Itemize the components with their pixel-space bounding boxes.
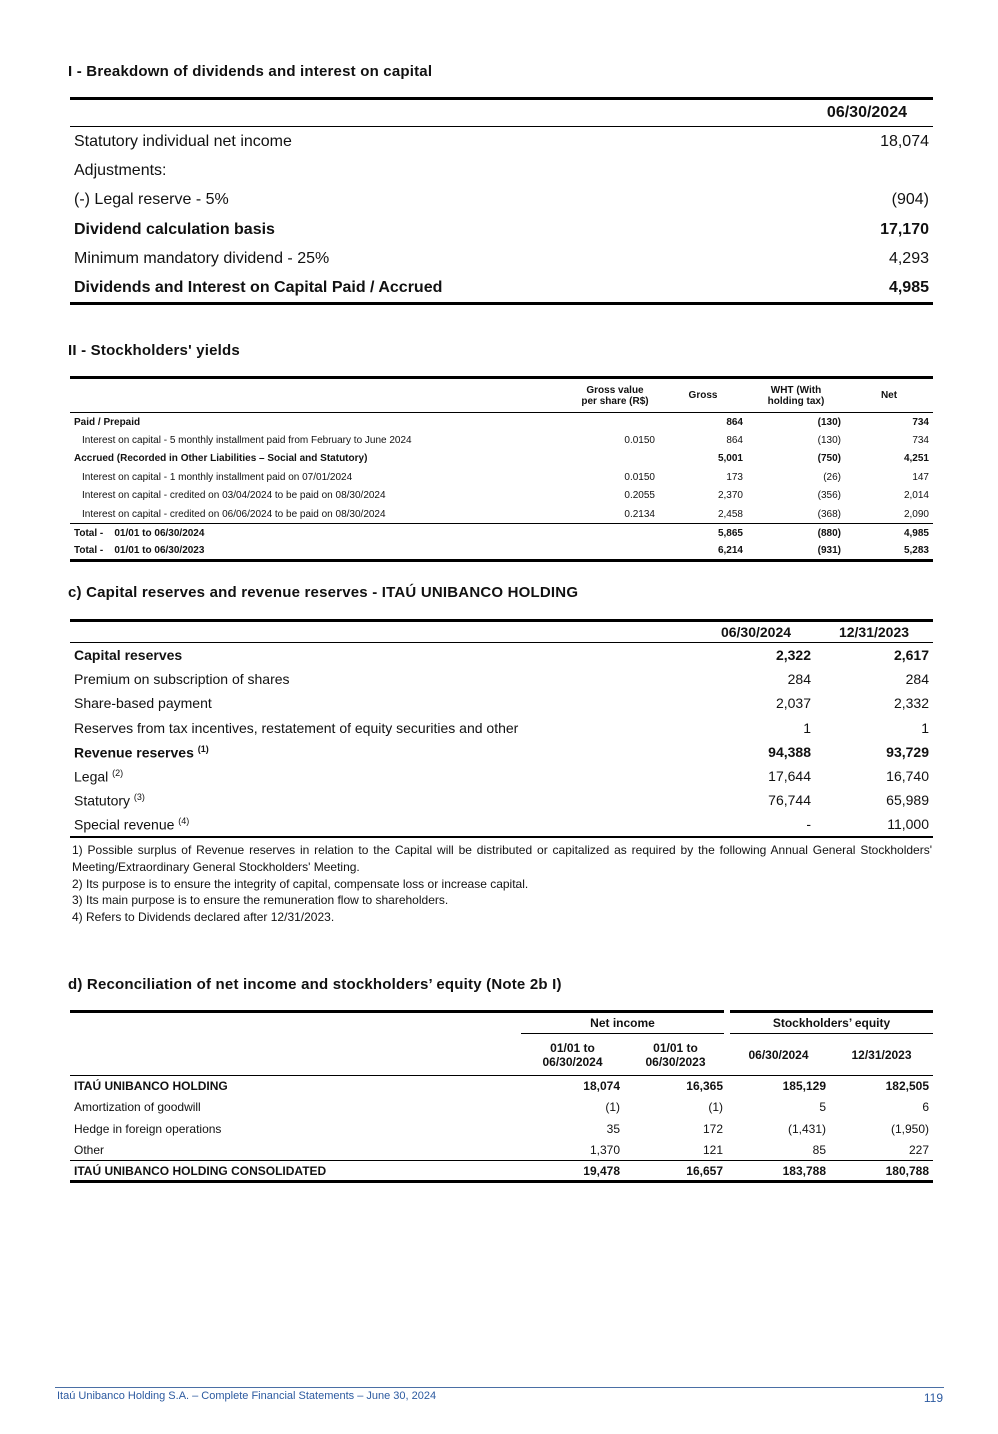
- blank-cell: [70, 99, 793, 127]
- table-row: [70, 1097, 933, 1118]
- cell-value: 19,478: [583, 1163, 620, 1178]
- cell-value: 180,788: [885, 1163, 929, 1178]
- column-header: 06/30/2024: [720, 624, 792, 640]
- table-row: [70, 468, 933, 487]
- cell-value: 35: [606, 1121, 620, 1136]
- header-row: [70, 378, 933, 413]
- table-row: [70, 413, 933, 432]
- cell-value: 172: [702, 1121, 723, 1136]
- cell-value: 16,365: [686, 1079, 723, 1094]
- table-row: [70, 450, 933, 469]
- table-row: [70, 788, 933, 812]
- row-label: Interest on capital - credited on 06/06/2024 to be paid on 08/30/2024: [82, 508, 386, 520]
- cell-value: 5: [819, 1100, 826, 1115]
- column-header: Gross value per share (R$): [581, 384, 649, 407]
- column-header: 01/01 to 06/30/2023: [645, 1040, 706, 1069]
- cell-value: 1: [921, 719, 929, 736]
- cell-value: [571, 450, 659, 469]
- cell-value: (1,950): [890, 1121, 929, 1136]
- cell-value: 173: [726, 471, 743, 483]
- label-text: Premium on subscription of shares: [74, 670, 290, 687]
- cell-value: 1,370: [589, 1142, 620, 1157]
- cell-value: 0.2055: [624, 490, 655, 502]
- footer-divider: [55, 1387, 944, 1388]
- label-text: Special revenue: [74, 816, 175, 833]
- table-row: [70, 487, 933, 506]
- page-number: 119: [923, 1391, 943, 1405]
- section-title: II - Stockholders' yields: [68, 342, 240, 359]
- cell-value: 5,001: [717, 453, 743, 465]
- row-label: Other: [74, 1142, 105, 1157]
- table-row: [70, 245, 933, 275]
- cell-value: 182,505: [885, 1079, 929, 1094]
- cell-value: 65,989: [886, 792, 929, 809]
- table-row: [70, 127, 933, 157]
- label-text: Legal: [74, 768, 109, 785]
- cell-value: 2,322: [775, 646, 811, 663]
- column-header: 06/30/2024: [748, 1047, 809, 1062]
- table-row: [70, 274, 933, 304]
- table-row: [70, 215, 933, 245]
- cell-value: 2,090: [903, 508, 929, 520]
- cell-value: 93,729: [886, 743, 929, 760]
- cell-value: 5,865: [717, 527, 743, 539]
- cell-value: (1,431): [787, 1121, 826, 1136]
- cell-value: (356): [817, 490, 841, 502]
- label-text: Capital reserves: [74, 646, 183, 663]
- row-label: Hedge in foreign operations: [74, 1121, 222, 1136]
- row-label: [70, 764, 697, 788]
- table-row: [70, 643, 933, 667]
- row-value: [793, 156, 933, 186]
- cell-value: 76,744: [768, 792, 811, 809]
- cell-value: (130): [817, 416, 841, 428]
- cell-value: 183,788: [782, 1163, 826, 1178]
- column-header: 01/01 to 06/30/2024: [542, 1040, 603, 1069]
- cell-value: 2,014: [903, 490, 929, 502]
- cell-value: 17,644: [768, 768, 811, 785]
- cell-value: (1): [708, 1100, 723, 1115]
- cell-value: 2,332: [893, 695, 929, 712]
- blank-cell: [70, 1034, 521, 1076]
- cell-value: (750): [817, 453, 841, 465]
- cell-value: 864: [726, 434, 743, 446]
- row-value: 4,293: [888, 250, 929, 268]
- capital-reserves-table: [70, 619, 933, 838]
- footnote: 4) Refers to Dividends declared after 12/31/2023.: [72, 910, 335, 925]
- row-label: [70, 691, 697, 715]
- cell-value: 2,617: [893, 646, 929, 663]
- cell-value: [571, 542, 659, 561]
- column-header: WHT (With holding tax): [767, 384, 825, 407]
- row-label: Interest on capital - 1 monthly installment paid on 07/01/2024: [82, 471, 353, 483]
- row-label: Total - 01/01 to 06/30/2024: [74, 527, 205, 539]
- cell-value: 2,370: [717, 490, 743, 502]
- footnote-ref: (4): [178, 815, 190, 826]
- row-label: [70, 667, 697, 691]
- dividends-breakdown-table: [70, 97, 933, 305]
- cell-value: 2,037: [775, 695, 811, 712]
- cell-value: 4,251: [903, 453, 929, 465]
- cell-value: 864: [726, 416, 743, 428]
- cell-value: 5,283: [903, 545, 929, 556]
- cell-value: 0.0150: [624, 434, 655, 446]
- cell-value: 121: [702, 1142, 723, 1157]
- row-value: 4,985: [888, 279, 929, 296]
- row-label: Interest on capital - 5 monthly installment paid from February to June 2024: [82, 434, 412, 446]
- blank-cell: [70, 621, 697, 643]
- cell-value: (130): [817, 434, 841, 446]
- table-row: [70, 813, 933, 837]
- group-header: Stockholders’ equity: [727, 1012, 933, 1034]
- table-row: [70, 1161, 933, 1182]
- cell-value: 0.2134: [624, 508, 655, 520]
- cell-value: 6,214: [717, 545, 743, 556]
- cell-value: 734: [912, 434, 929, 446]
- row-value: 17,170: [880, 220, 929, 238]
- row-value: 18,074: [880, 132, 929, 150]
- cell-value: 11,000: [887, 816, 929, 833]
- row-label: Total - 01/01 to 06/30/2023: [74, 545, 205, 556]
- row-label: Adjustments:: [74, 161, 167, 179]
- row-value: (904): [891, 191, 929, 209]
- label-text: Statutory: [74, 792, 131, 809]
- row-label: ITAÚ UNIBANCO HOLDING CONSOLIDATED: [74, 1163, 327, 1178]
- footnote: 3) Its main purpose is to ensure the remuneration flow to shareholders.: [72, 893, 449, 908]
- row-label: (-) Legal reserve - 5%: [74, 191, 229, 209]
- column-header: [70, 378, 571, 413]
- row-label: [70, 788, 697, 812]
- cell-value: 227: [908, 1142, 929, 1157]
- cell-value: 0.0150: [624, 471, 655, 483]
- table-row: [70, 715, 933, 739]
- table-row: [70, 186, 933, 216]
- row-label: Dividends and Interest on Capital Paid / Accrued: [74, 279, 443, 296]
- cell-value: -: [806, 816, 811, 833]
- row-label: [70, 740, 697, 764]
- table-row: [70, 542, 933, 561]
- cell-value: 284: [905, 670, 929, 687]
- group-header-row: [70, 1012, 933, 1034]
- table-row: [70, 1139, 933, 1160]
- footnote-ref: (1): [197, 743, 209, 754]
- row-label: Dividend calculation basis: [74, 220, 275, 238]
- column-header: Gross: [688, 390, 718, 401]
- row-label: [70, 715, 697, 739]
- row-label: [70, 643, 697, 667]
- row-label: Paid / Prepaid: [74, 416, 141, 428]
- cell-value: 18,074: [583, 1079, 620, 1094]
- footnote: 2) Its purpose is to ensure the integrity of capital, compensate loss or increase capital.: [72, 876, 529, 891]
- column-header: 06/30/2024: [826, 104, 907, 121]
- cell-value: (368): [817, 508, 841, 520]
- table-row: [70, 156, 933, 186]
- column-header: Net: [880, 390, 898, 401]
- cell-value: (880): [817, 527, 841, 539]
- column-header: 12/31/2023: [851, 1047, 912, 1062]
- footnote-ref: (3): [133, 792, 145, 803]
- table-row: [70, 667, 933, 691]
- cell-value: 16,657: [686, 1163, 723, 1178]
- table-row: [70, 1118, 933, 1139]
- cell-value: 147: [912, 471, 929, 483]
- label-text: Share-based payment: [74, 695, 212, 712]
- cell-value: (931): [817, 545, 841, 556]
- cell-value: 2,458: [717, 508, 743, 520]
- table-row: [70, 691, 933, 715]
- table-row: [70, 431, 933, 450]
- header-row: [70, 1034, 933, 1076]
- cell-value: [571, 524, 659, 543]
- section-title: c) Capital reserves and revenue reserves - ITAÚ UNIBANCO HOLDING: [68, 584, 579, 601]
- table-row: [70, 1076, 933, 1097]
- cell-value: 4,985: [903, 527, 929, 539]
- table-row: [70, 524, 933, 543]
- cell-value: 284: [787, 670, 811, 687]
- header-row: [70, 621, 933, 643]
- table-row: [70, 764, 933, 788]
- row-label: Accrued (Recorded in Other Liabilities – Social and Statutory): [74, 453, 368, 465]
- cell-value: 85: [812, 1142, 826, 1157]
- group-header: Net income: [521, 1012, 727, 1034]
- section-title: I - Breakdown of dividends and interest on capital: [68, 63, 433, 80]
- cell-value: (26): [823, 471, 841, 483]
- table-row: [70, 505, 933, 524]
- row-label: Amortization of goodwill: [74, 1100, 201, 1115]
- cell-value: 16,740: [886, 768, 929, 785]
- cell-value: 6: [922, 1100, 929, 1115]
- blank-cell: [70, 1012, 521, 1034]
- row-label: Minimum mandatory dividend - 25%: [74, 250, 330, 268]
- footer-text: Itaú Unibanco Holding S.A. – Complete Financial Statements – June 30, 2024: [57, 1390, 437, 1402]
- header-row: [70, 99, 933, 127]
- row-label: Statutory individual net income: [74, 132, 292, 150]
- row-label: Interest on capital - credited on 03/04/2024 to be paid on 08/30/2024: [82, 490, 386, 502]
- cell-value: 734: [912, 416, 929, 428]
- row-label: [70, 813, 697, 837]
- cell-value: 1: [803, 719, 811, 736]
- footnotes: [72, 842, 932, 926]
- reconciliation-table: [70, 1010, 933, 1183]
- stockholders-yields-table: [70, 376, 933, 562]
- footnote-ref: (2): [112, 767, 124, 778]
- footnote: 1) Possible surplus of Revenue reserves in relation to the Capital will be distributed or capitalized as required by the following Annual General Stockholders' Meeting/Extraordinary General Stockholders' Meeting.: [72, 843, 932, 874]
- label-text: Reserves from tax incentives, restatement of equity securities and other: [74, 719, 519, 736]
- cell-value: [571, 413, 659, 432]
- table-row: [70, 740, 933, 764]
- column-header: 12/31/2023: [838, 624, 910, 640]
- label-text: Revenue reserves: [74, 744, 194, 761]
- cell-value: (1): [605, 1100, 620, 1115]
- cell-value: 185,129: [782, 1079, 826, 1094]
- section-title: d) Reconciliation of net income and stockholders’ equity (Note 2b I): [68, 976, 562, 993]
- row-label: ITAÚ UNIBANCO HOLDING: [74, 1079, 228, 1094]
- cell-value: 94,388: [768, 743, 811, 760]
